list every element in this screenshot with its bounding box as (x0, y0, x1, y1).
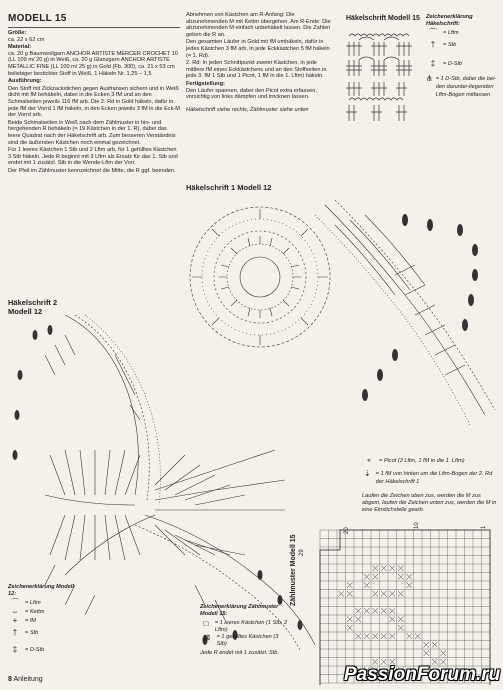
filled-cell (356, 617, 362, 623)
legend-modell12 (8, 584, 78, 659)
treble-over-chains-icon: ⋔ (426, 74, 433, 83)
legend-item: ⊠ = 1 gefülltes Kästchen (3 Stb) (200, 634, 288, 648)
filled-cell (364, 583, 370, 589)
groesse-label: Größe: (8, 30, 27, 36)
page-title: MODELL 15 (8, 13, 67, 24)
material-text: ca. 20 g Baumwollgarn ANCHOR ARTISTE MERCER CROCHET 10 (LL 109 m/ 20 g) in Weiß, ca. 20 g Glanzgarn ANCHOR ARTISTE METALLIC FINE (LL 100 m/ 25 g) in Gold (Fb. 300), ca. 21 x 53 cm beliebiger bestickter Stoff in Weiß, 1 Häkeln Nr. 1,25 – 1,5 (8, 50, 178, 77)
filled-cell (390, 566, 396, 572)
double-crochet-icon: † (430, 40, 436, 49)
treble-crochet-icon: ‡ (430, 59, 436, 68)
ausfuehrung-paragraph: Für 1 leeres Kästchen 1 Stb und 2 Lftm arb, für 1 gefülltes Kästchen 3 Stb häkeln. Jede R beginnt mit 3 Lftm als Ersatz für das 1. Stb und endet mit 1 zusätzl. Stb in die Wende-Lftm der Vorr. (8, 147, 178, 167)
filled-cell (424, 642, 430, 648)
legend-item: † = Stb (8, 625, 78, 641)
legend-title: Zeichenerklärung Häkelschrift: (426, 14, 473, 27)
filled-cell (398, 566, 404, 572)
filled-cell (390, 591, 396, 597)
filled-cell (356, 608, 362, 614)
counting-chart-grid (299, 520, 501, 685)
legend-item: ⋔ = 1 D-Stb, dabei die bei-den darunter-liegenden Lftm-Bogen mitfassen (426, 74, 497, 98)
groesse-text: ca. 22 x 62 cm (8, 36, 45, 43)
legend-item: † = Stb (426, 37, 500, 53)
legend-item: ⌒ = Lftm (426, 28, 500, 37)
legend-note: Laufen die Zeichen oben zus, werden die M zus abgem, laufen die Zeichen unten zus, werden die M in eine Einstichstelle gearb. (362, 493, 497, 513)
legend-title: Zeichenerklärung Modell 12: (8, 584, 74, 597)
material-label: Material: (8, 44, 32, 51)
filled-cell (339, 591, 345, 597)
filled-cell (381, 566, 387, 572)
row-label: 10 (414, 522, 420, 529)
filled-cell (364, 634, 370, 640)
ausfuehrung-paragraph: Beide Schmalseiten in Weiß nach dem Zählmuster in hin- und hergehenden R behäkeln (= 19 Kästchen in der 1. R), dabei das leere Quadrat nach der Häkelschrift arb. Zum besseren Verständnis sind die äußersten Kästchen noch einmal gezeichnet. (8, 119, 176, 146)
title-divider (8, 27, 180, 28)
crochet-chart-modell15 (344, 26, 424, 126)
watermark-logo: PassionForum.ru (344, 664, 501, 685)
mid-paragraph: 2. Rd: In jeden Schnittpunkt zweier Kästchen, in jede mittlere fM eines Eckkästchens und an den Stoffseiten in jede 3. fM 1 Stb und 1 Picot, 1 fM in die 1. Lftm) häkeln. (186, 60, 327, 80)
double-crochet-icon: † (12, 628, 18, 637)
ausfuehrung-paragraph: Der Pfeil im Zählmuster kennzeichnet die Mitte, die R ggf. beenden. (8, 167, 176, 174)
legend-haekelschrift (426, 14, 500, 121)
instructions-mid-column (186, 12, 336, 114)
legend-item: ⇣ = 1 fM von hinten um die Lftm-Bogen der 2. Rd der Häkelschrift 1 (362, 470, 500, 490)
slip-stitch-icon: ⌣ (12, 606, 18, 616)
legend-item: □ = 1 leeres Kästchen (1 Stb, 2 Lftm) (200, 620, 288, 634)
cross-reference-note: Häkelschrift siehe rechts, Zählmuster siehe unten (186, 106, 309, 113)
filled-cell (381, 591, 387, 597)
legend-item: ⚬ = Picot (3 Lftm, 1 fM in die 1. Lftm) (362, 456, 500, 466)
instructions-left-column (8, 30, 180, 175)
chain-stitch-icon: ⌒ (429, 27, 437, 37)
filled-cell (407, 583, 413, 589)
filled-cell (415, 634, 421, 640)
filled-cell (424, 651, 430, 657)
legend-item: ‡ = D-Stb (8, 641, 78, 659)
filled-cell (398, 617, 404, 623)
filled-square-icon: ⊠ (203, 633, 211, 642)
filled-cell (381, 608, 387, 614)
fertigstellung-text: Den Läufer spannen, dabei den Picot extra erfassen, vorsichtig von links dämpfen und trocknen lassen. (186, 87, 317, 101)
row-label: 20 (344, 527, 350, 534)
filled-cell (390, 617, 396, 623)
chart-title-modell12-2: Häkelschrift 2 Modell 12 (8, 298, 58, 316)
counting-chart-title: Zählmuster Modell 15 (290, 534, 297, 606)
legend-item: ⌣ = Kettm (8, 607, 78, 616)
filled-cell (407, 574, 413, 580)
page-footer (8, 676, 43, 683)
filled-cell (356, 634, 362, 640)
single-crochet-icon: + (12, 615, 18, 625)
chain-stitch-icon: ⌒ (11, 597, 19, 607)
filled-cell (373, 608, 379, 614)
filled-cell (347, 617, 353, 623)
mid-paragraph: Abnehmen von Kästchen am R-Anfang: Die abzunehmenden M mit Kettm übergehen. Am R-Ende: Die abzunehmenden M einfach unbehäkelt lassen. Die Zahlen geben die R an. (186, 12, 331, 38)
filled-cell (441, 651, 447, 657)
legend-item: + = fM (8, 616, 78, 625)
legend-footnote: Jede R endet mit 1 zusätzl. Stb. (200, 650, 279, 656)
empty-square-icon: □ (203, 619, 209, 628)
filled-cell (373, 574, 379, 580)
page-section-label: Anleitung (13, 676, 43, 683)
filled-cell (364, 608, 370, 614)
single-crochet-behind-icon: ⇣ (364, 469, 371, 478)
chart-title-modell15: Häkelschrift Modell 15 (346, 15, 420, 22)
legend-picot (362, 456, 500, 514)
mid-paragraph: Den gesamten Läufer in Gold mit fM umhäkeln, dafür in jedes Kästchen 3 fM arb, in jede Eckkästchen 5 fM häkeln (= 1. Rd). (186, 39, 330, 59)
filled-cell (364, 574, 370, 580)
ausfuehrung-paragraph: Den Stoff mit Zickzackstichen gegen Ausfransen sichern und in Weiß dicht mit fM behäkeln, dabei in die Ecken 3 fM und an den Schmalseiten jeweils 116 fM arb. Die 2. Rd in Gold häkeln, dafür in jede fM der Vorrd 1 fM häkeln, in den Ecken jeweils 3 fM in die Eck-M der Vorrd arb. (8, 85, 180, 119)
legend-item: ‡ = D-Stb (426, 53, 500, 75)
filled-cell (347, 591, 353, 597)
picot-icon: ⚬ (365, 456, 373, 465)
filled-cell (373, 634, 379, 640)
filled-cell (381, 634, 387, 640)
filled-cell (432, 642, 438, 648)
filled-cell (398, 625, 404, 631)
filled-cell (347, 583, 353, 589)
legend-title: Zeichenerklärung Zählmuster Modell 15: (200, 604, 279, 617)
filled-cell (373, 591, 379, 597)
filled-cell (407, 634, 413, 640)
filled-cell (398, 574, 404, 580)
legend-item: ⌒ = Lftm (8, 598, 78, 607)
filled-cell (373, 566, 379, 572)
filled-cell (347, 625, 353, 631)
treble-crochet-icon: ‡ (12, 645, 18, 654)
legend-zaehlmuster (200, 604, 288, 657)
row-label: 1 (481, 525, 487, 529)
filled-cell (390, 634, 396, 640)
filled-cell (390, 608, 396, 614)
fertigstellung-label: Fertigstellung: (186, 80, 225, 87)
ausfuehrung-label: Ausführung: (8, 78, 42, 85)
filled-cell (398, 591, 404, 597)
row-label: 29 (299, 549, 305, 556)
chart-title-modell12-1: Häkelschrift 1 Modell 12 (186, 183, 272, 192)
page-number: 8 (8, 676, 12, 683)
